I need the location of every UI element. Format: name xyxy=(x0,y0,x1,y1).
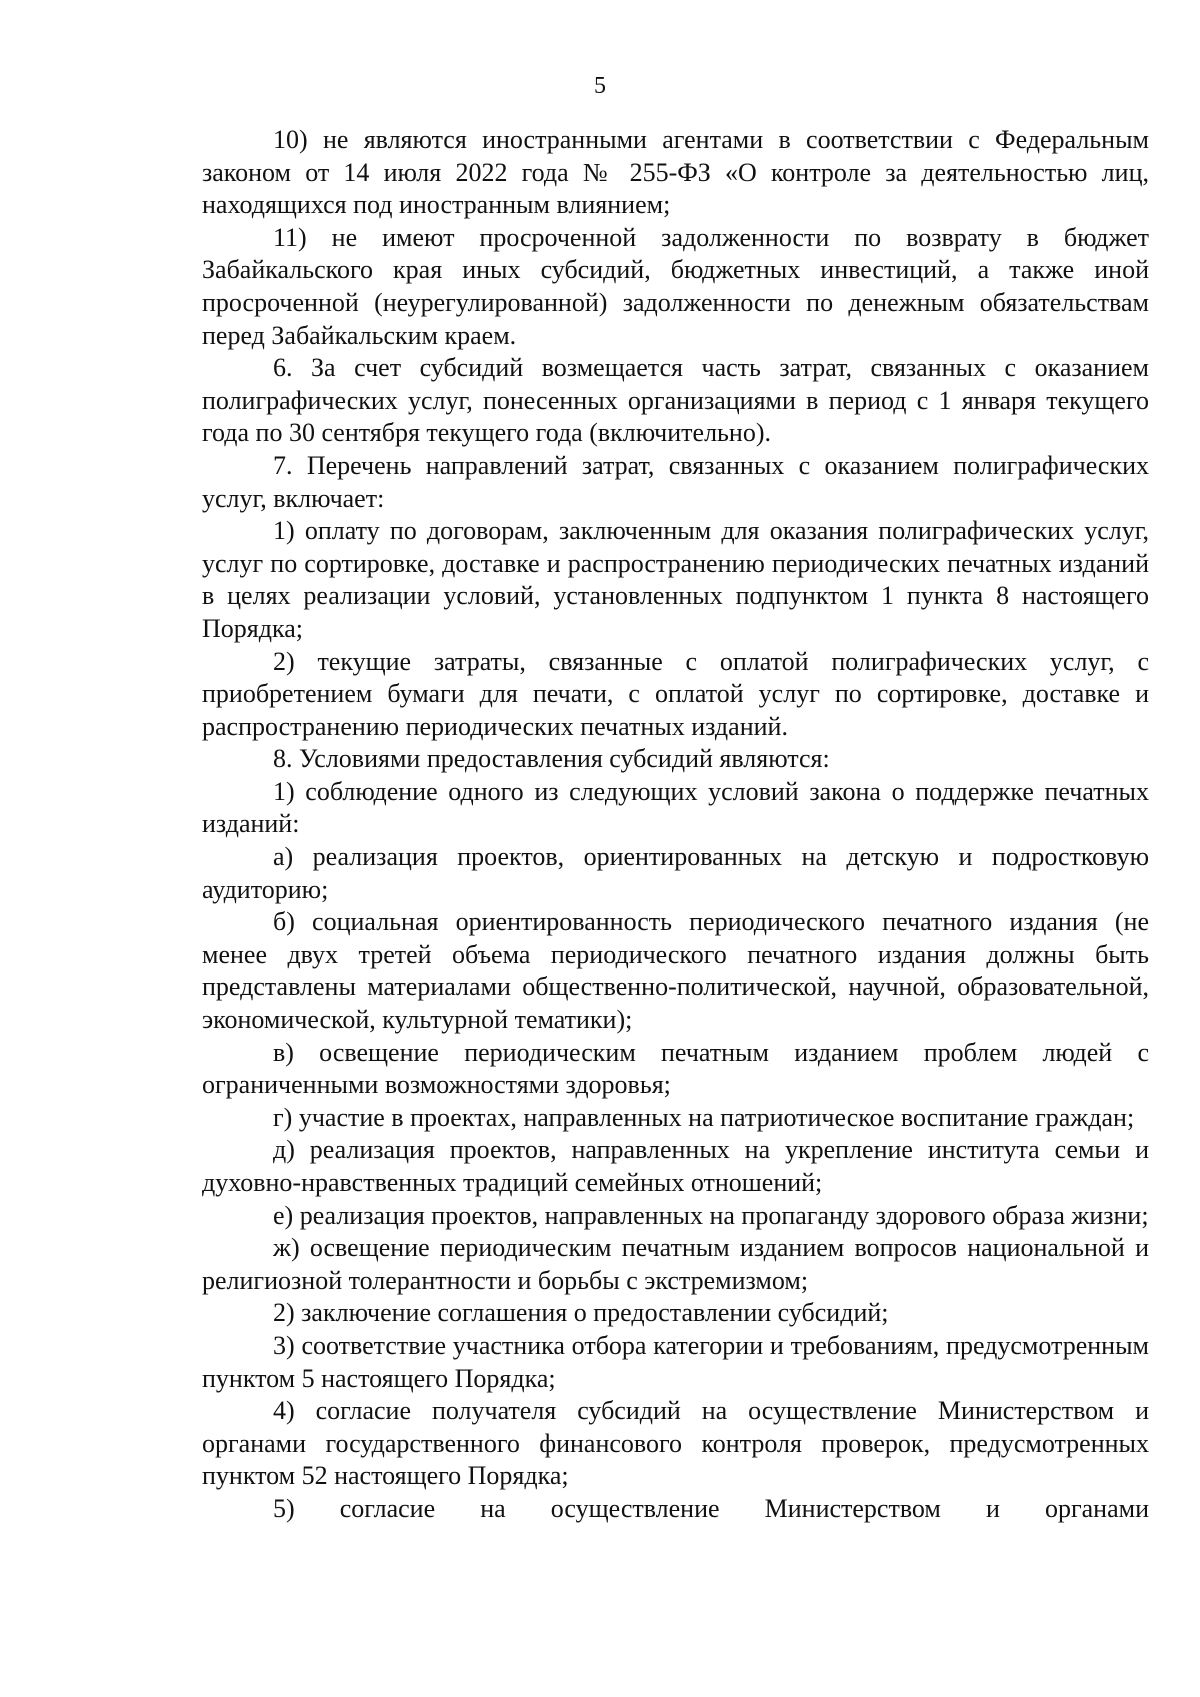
paragraph-clause-7-item-1: 1) оплату по договорам, заключенным для оказания полиграфических услуг, услуг по сортировке, доставке и распространению периодических печатных изданий в целях реализации условий, установленных подпунктом 1 пункта 8 настоящего Порядка; xyxy=(202,516,1149,643)
paragraph-subitem-e: е) реализация проектов, направленных на пропаганду здорового образа жизни; xyxy=(273,1200,1149,1230)
paragraph-clause-8: 8. Условиями предоставления субсидий являются: xyxy=(273,744,830,774)
paragraph-subitem-zh: ж) освещение периодическим печатным изданием вопросов национальной и религиозной толерантности и борьбы с экстремизмом; xyxy=(202,1233,1149,1295)
paragraph-subitem-g: г) участие в проектах, направленных на патриотическое воспитание граждан; xyxy=(273,1102,1135,1132)
paragraph-clause-7-item-2: 2) текущие затраты, связанные с оплатой полиграфических услуг, с приобретением бумаги для печати, с оплатой услуг по сортировке, доставке и распространению периодических печатных изданий. xyxy=(202,646,1149,741)
paragraph-subitem-d: д) реализация проектов, направленных на укрепление института семьи и духовно-нравственных традиций семейных отношений; xyxy=(202,1135,1149,1197)
paragraph-subitem-v: в) освещение периодическим печатным изданием проблем людей с ограниченными возможностями здоровья; xyxy=(202,1037,1149,1100)
paragraph-clause-8-item-3: 3) соответствие участника отбора категории и требованиям, предусмотренным пунктом 5 настоящего Порядка; xyxy=(202,1330,1149,1393)
paragraph-clause-6: 6. За счет субсидий возмещается часть затрат, связанных с оказанием полиграфических услуг, понесенных организациями в период с 1 января текущего года по 30 сентября текущего года (включительно). xyxy=(202,353,1149,448)
paragraph-clause-8-item-2: 2) заключение соглашения о предоставлении субсидий; xyxy=(273,1298,889,1328)
paragraph-item-10: 10) не являются иностранными агентами в соответствии с Федеральным законом от 14 июля 2022 года № 255-ФЗ «О контроле за деятельностью лиц, находящихся под иностранным влиянием; xyxy=(202,125,1149,220)
paragraph-clause-8-item-4: 4) согласие получателя субсидий на осуществление Министерством и органами государственного финансового контроля проверок, предусмотренных пунктом 52 настоящего Порядка; xyxy=(202,1396,1149,1491)
paragraph-clause-8-item-1: 1) соблюдение одного из следующих условий закона о поддержке печатных изданий: xyxy=(202,776,1149,839)
paragraph-item-11: 11) не имеют просроченной задолженности по возврату в бюджет Забайкальского края иных субсидий, бюджетных инвестиций, а также иной просроченной (неурегулированной) задолженности по денежным обязательствам перед Забайкальским краем. xyxy=(202,222,1149,350)
paragraph-clause-7: 7. Перечень направлений затрат, связанных с оказанием полиграфических услуг, включает: xyxy=(202,450,1149,513)
paragraph-subitem-a: а) реализация проектов, ориентированных на детскую и подростковую аудиторию; xyxy=(202,842,1149,904)
document-body xyxy=(202,124,1149,1526)
page-number: 5 xyxy=(594,73,606,99)
paragraph-subitem-b: б) социальная ориентированность периодического печатного издания (не менее двух третей объема периодического печатного издания должны быть представлены материалами общественно-политической, научной, образовательной, экономической, культурной тематики); xyxy=(202,907,1149,1035)
paragraph-clause-8-item-5: 5) согласие на осуществление Министерством и органами xyxy=(273,1493,1149,1523)
